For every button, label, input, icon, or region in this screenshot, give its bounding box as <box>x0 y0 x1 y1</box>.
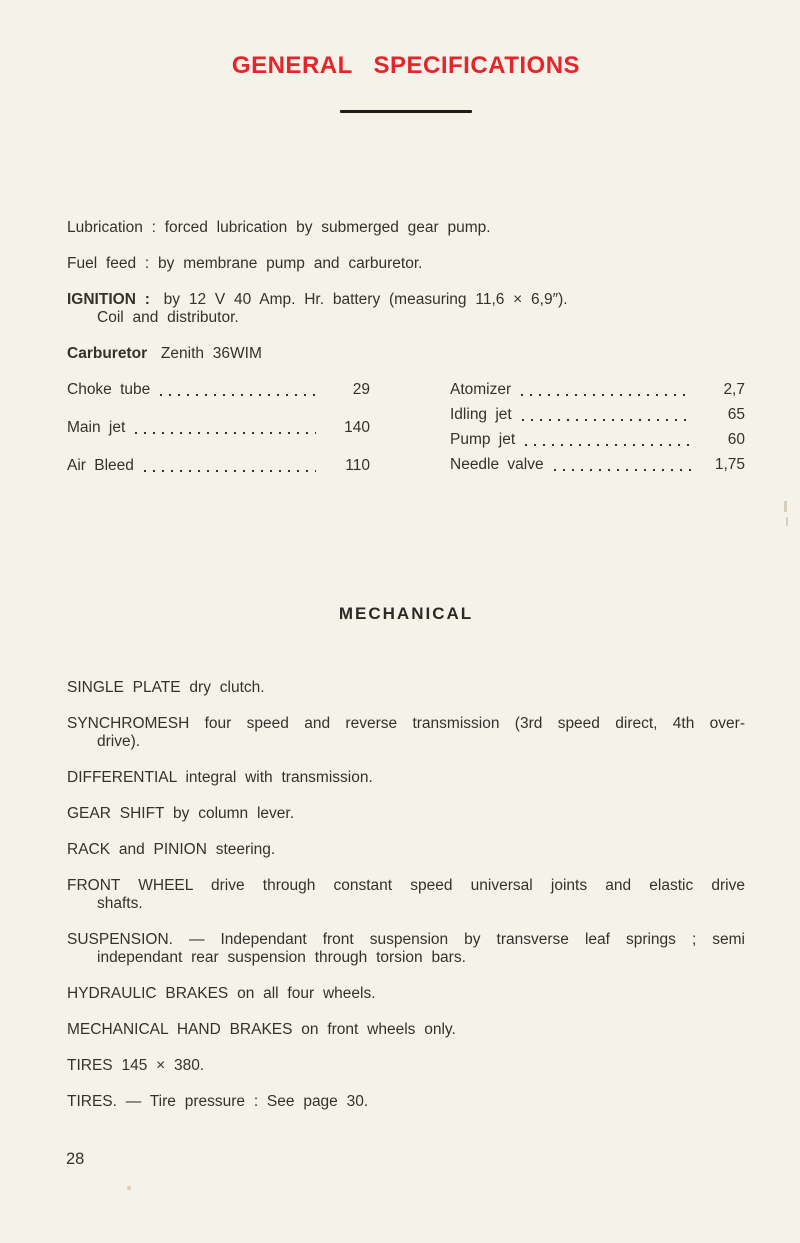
spec-text: Zenith 36WIM <box>160 345 262 362</box>
mechanical-item-text: RACK and PINION steering. <box>67 841 276 858</box>
mechanical-item-text: TIRES. — Tire pressure : See page 30. <box>67 1093 369 1110</box>
spec-term: IGNITION : <box>67 291 150 308</box>
scan-artifact <box>784 501 787 512</box>
dot-leader <box>521 394 691 396</box>
spec-value: 65 <box>727 406 745 423</box>
specifications-section <box>67 219 745 363</box>
scan-artifact <box>786 517 788 526</box>
mechanical-item-text: SUSPENSION. — Independant front suspension by transverse leaf springs ; semi <box>67 931 745 948</box>
mechanical-item <box>67 805 745 823</box>
mechanical-item-text: HYDRAULIC BRAKES on all four wheels. <box>67 985 376 1002</box>
spec-value: 140 <box>344 419 370 436</box>
mechanical-item <box>67 931 745 967</box>
spec-row <box>67 381 370 399</box>
spec-row <box>67 419 370 437</box>
mechanical-item-text: GEAR SHIFT by column lever. <box>67 805 295 822</box>
spec-label: Pump jet <box>450 431 516 448</box>
spec-label: Idling jet <box>450 406 512 423</box>
spec-paragraph <box>67 255 745 273</box>
mechanical-item <box>67 1057 745 1075</box>
spec-text: Lubrication : forced lubrication by submerged gear pump. <box>67 219 491 236</box>
dot-leader <box>522 419 691 421</box>
page-title: GENERAL SPECIFICATIONS <box>231 52 581 79</box>
spec-value: 110 <box>345 457 370 474</box>
spec-row <box>450 431 745 449</box>
spec-term: Carburetor <box>67 345 148 362</box>
mechanical-item-text: DIFFERENTIAL integral with transmission. <box>67 769 373 786</box>
dot-leader <box>135 432 316 434</box>
mechanical-item <box>67 877 745 913</box>
spec-label: Choke tube <box>67 381 151 398</box>
mechanical-section <box>67 679 745 1111</box>
scan-artifact <box>127 1186 131 1190</box>
mechanical-item <box>67 679 745 697</box>
mechanical-item-continuation: drive). <box>97 733 141 750</box>
title-divider <box>340 110 472 113</box>
spec-value: 60 <box>727 431 745 448</box>
spec-label: Air Bleed <box>67 457 134 474</box>
mechanical-item-text: TIRES 145 × 380. <box>67 1057 205 1074</box>
spec-paragraph <box>67 291 745 327</box>
mechanical-item <box>67 715 745 751</box>
spec-value: 29 <box>352 381 370 398</box>
spec-value: 2,7 <box>723 381 745 398</box>
spec-text: Fuel feed : by membrane pump and carburetor. <box>67 255 423 272</box>
dot-leader <box>144 470 316 472</box>
mechanical-item <box>67 1021 745 1039</box>
mechanical-item <box>67 769 745 787</box>
spec-label: Atomizer <box>450 381 512 398</box>
dot-leader <box>554 469 691 471</box>
mechanical-item-continuation: shafts. <box>97 895 143 912</box>
spec-text: by 12 V 40 Amp. Hr. battery (measuring 11,6 × 6,9″). <box>163 291 568 308</box>
spec-label: Main jet <box>67 419 126 436</box>
mechanical-item-text: MECHANICAL HAND BRAKES on front wheels only. <box>67 1021 456 1038</box>
mechanical-item <box>67 985 745 1003</box>
mechanical-item <box>67 1093 745 1111</box>
mechanical-item-text: FRONT WHEEL drive through constant speed universal joints and elastic drive <box>67 877 745 894</box>
carburetor-table-left-column <box>67 381 370 495</box>
spec-paragraph <box>67 345 745 363</box>
spec-subtext: Coil and distributor. <box>97 309 239 326</box>
mechanical-item-text: SINGLE PLATE dry clutch. <box>67 679 265 696</box>
spec-row <box>450 381 745 399</box>
dot-leader <box>525 444 691 446</box>
carburetor-table-right-column <box>450 381 745 495</box>
spec-value: 1,75 <box>714 456 745 473</box>
mechanical-item-continuation: independant rear suspension through torsion bars. <box>97 949 466 966</box>
spec-paragraph <box>67 219 745 237</box>
carburetor-table <box>67 381 745 495</box>
mechanical-item-text: SYNCHROMESH four speed and reverse transmission (3rd speed direct, 4th over- <box>67 715 745 732</box>
mechanical-item <box>67 841 745 859</box>
dot-leader <box>160 394 316 396</box>
spec-row <box>450 456 745 474</box>
spec-row <box>67 457 370 475</box>
mechanical-heading: MECHANICAL <box>338 604 474 623</box>
page-number: 28 <box>66 1150 85 1168</box>
spec-label: Needle valve <box>450 456 544 473</box>
spec-row <box>450 406 745 424</box>
